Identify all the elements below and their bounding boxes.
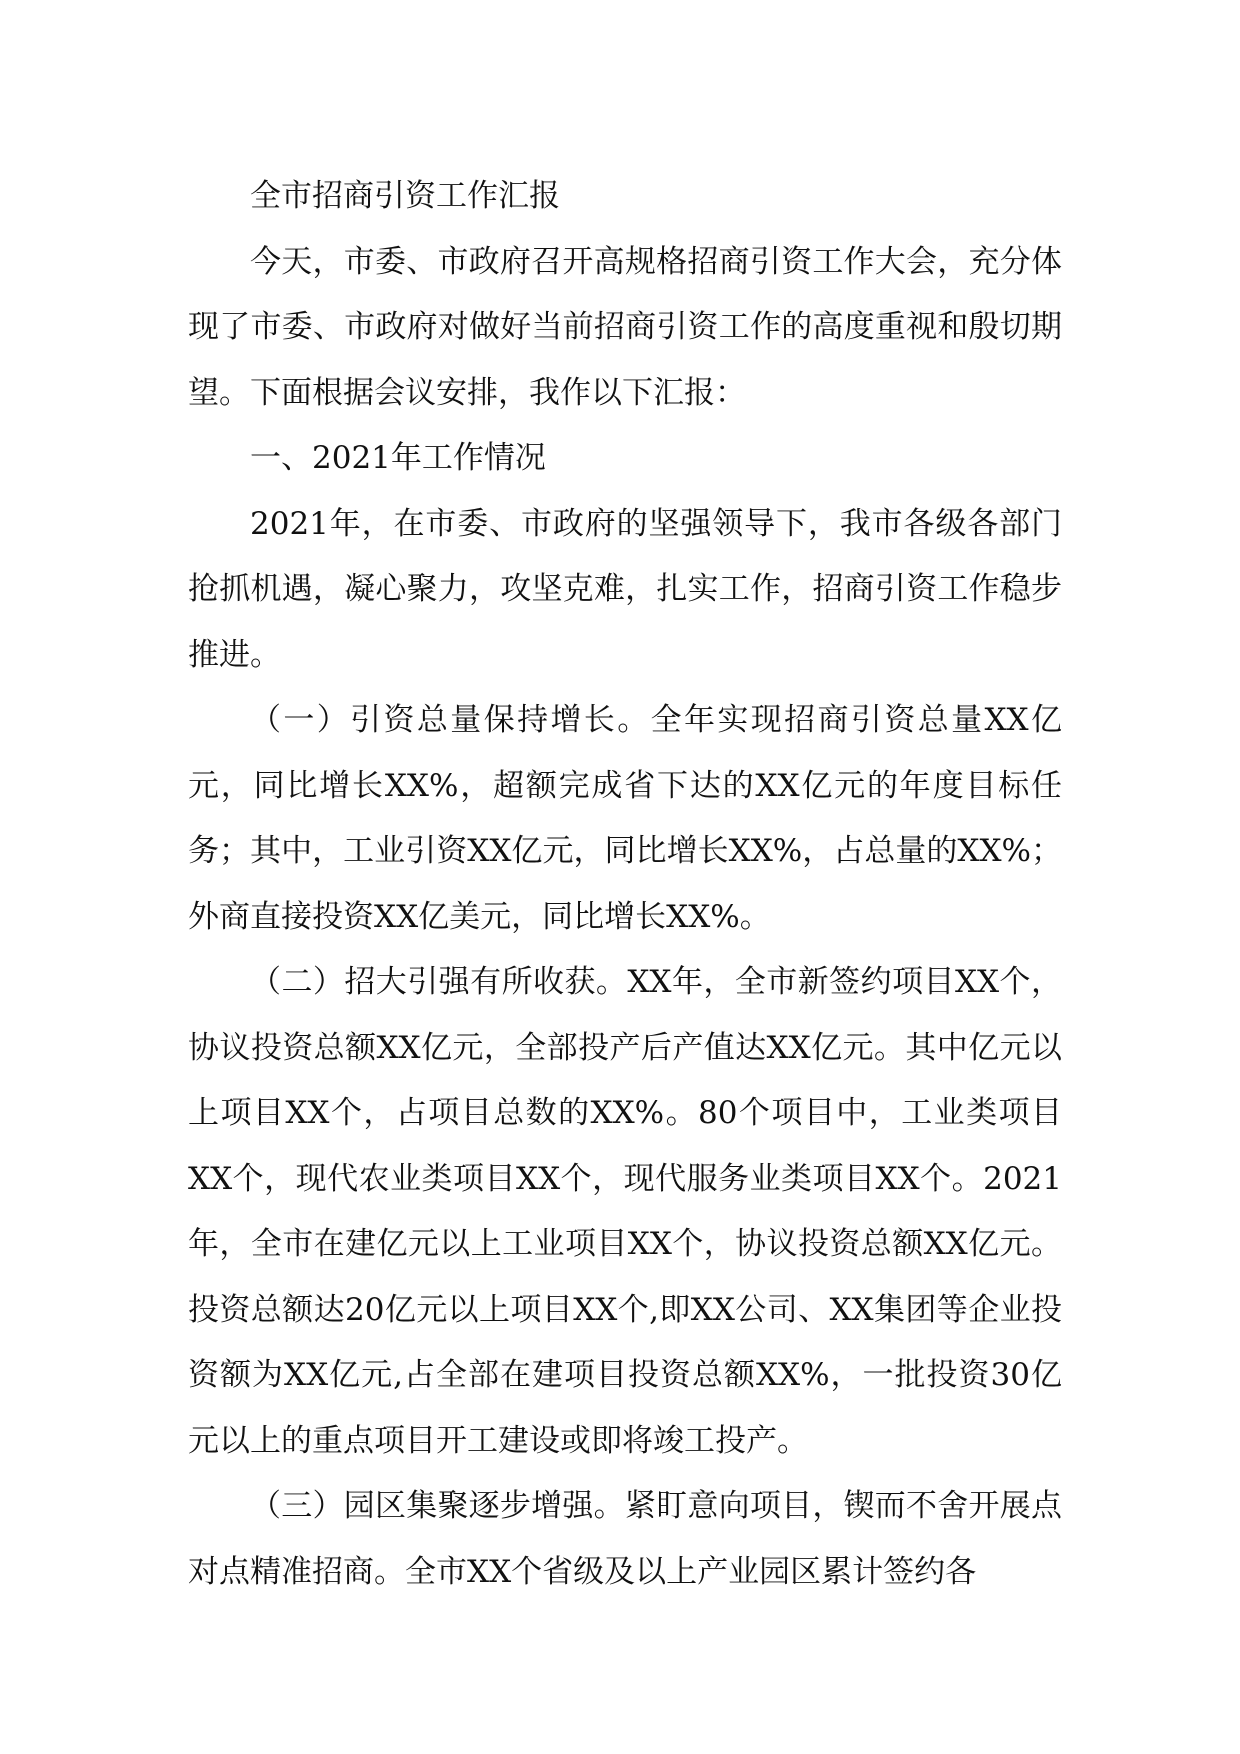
paragraph-park-clustering: （三）园区集聚逐步增强。紧盯意向项目，锲而不舍开展点对点精准招商。全市XX个省级及以上产业园区累计签约各	[188, 1488, 1062, 1590]
paragraph-overview: 2021年，在市委、市政府的坚强领导下，我市各级各部门抢抓机遇，凝心聚力，攻坚克难，扎实工作，招商引资工作稳步推进。	[188, 505, 1062, 673]
section-heading-2021: 一、2021年工作情况	[250, 440, 546, 476]
document-body	[188, 164, 1062, 1605]
paragraph-investment-total: （一）引资总量保持增长。全年实现招商引资总量XX亿元，同比增长XX%，超额完成省下达的XX亿元的年度目标任务；其中，工业引资XX亿元，同比增长XX%，占总量的XX%；外商直接投资XX亿美元，同比增长XX%。	[188, 702, 1062, 935]
paragraph-intro: 今天，市委、市政府召开高规格招商引资工作大会，充分体现了市委、市政府对做好当前招商引资工作的高度重视和殷切期望。下面根据会议安排，我作以下汇报：	[188, 243, 1062, 411]
paragraph-major-projects: （二）招大引强有所收获。XX年，全市新签约项目XX个，协议投资总额XX亿元，全部投产后产值达XX亿元。其中亿元以上项目XX个，占项目总数的XX%。80个项目中，工业类项目XX个，现代农业类项目XX个，现代服务业类项目XX个。2021年，全市在建亿元以上工业项目XX个，协议投资总额XX亿元。投资总额达20亿元以上项目XX个,即XX公司、XX集团等企业投资额为XX亿元,占全部在建项目投资总额XX%，一批投资30亿元以上的重点项目开工建设或即将竣工投产。	[188, 964, 1062, 1459]
document-title: 全市招商引资工作汇报	[250, 178, 560, 214]
